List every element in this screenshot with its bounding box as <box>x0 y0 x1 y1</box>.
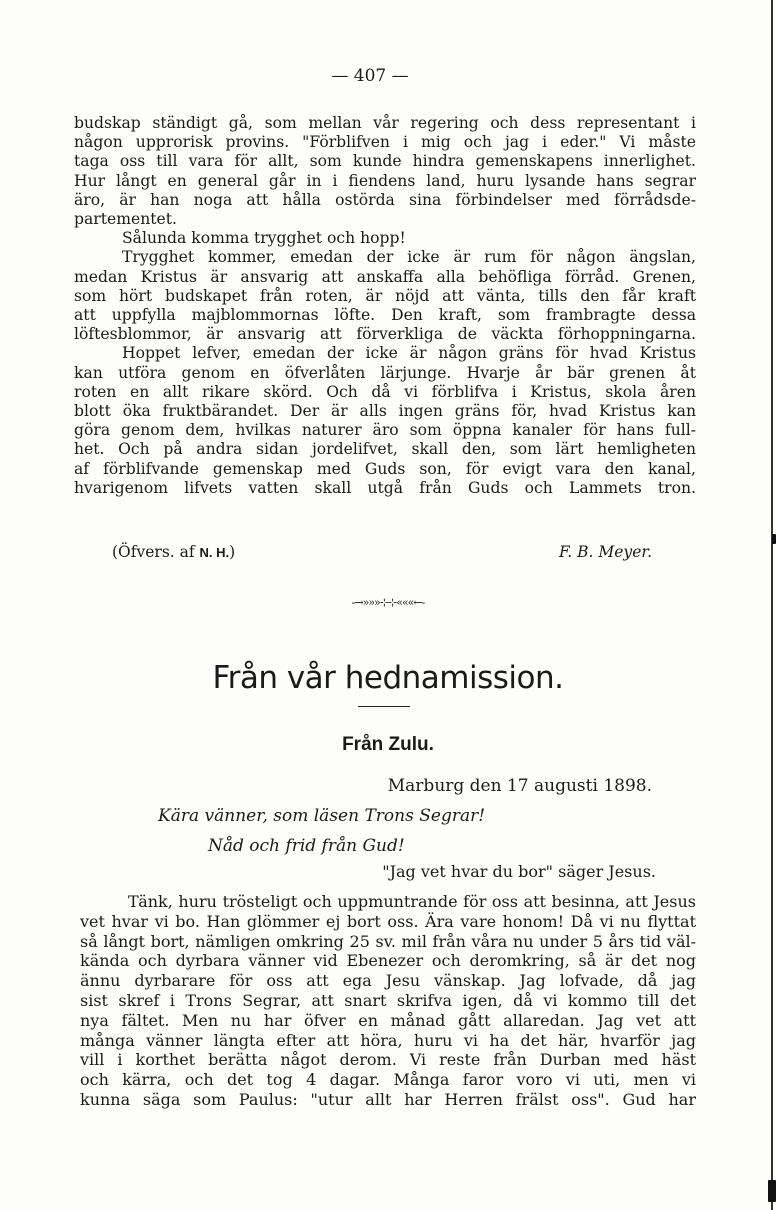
body-line: att uppfylla majblommornas löfte. Den kraft, som frambragte dessa <box>74 306 696 325</box>
letter-dateline: Marburg den 17 augusti 1898. <box>387 776 652 796</box>
body-line: göra genom dem, hvilkas naturer äro som öppna kanaler för hans full- <box>74 421 696 440</box>
body-line: kunna säga som Paulus: "utur allt har Herren frälst oss". Gud har <box>80 1089 696 1109</box>
body-line: sist skref i Trons Segrar, att snart skrifva igen, då vi kommo till det <box>80 990 696 1010</box>
body-line: af förblifvande gemenskap med Guds son, för evigt vara den kanal, <box>74 459 696 478</box>
letter-greeting: Nåd och frid från Gud! <box>208 836 405 856</box>
body-line: kända och dyrbara vänner vid Ebenezer och deromkring, så är det nog <box>80 951 696 971</box>
body-line: het. Och på andra sidan jordelifvet, skall den, som lärt hemligheten <box>74 440 696 459</box>
translator-initials: N. H. <box>199 545 230 560</box>
article-continuation <box>74 114 696 498</box>
scan-margin-mark <box>772 534 776 544</box>
section-ornament: -→»»»⊹⊹«««←- <box>351 596 425 609</box>
author-name: F. B. Meyer. <box>558 543 652 561</box>
body-line: blott öka fruktbärandet. Der är alls ingen gräns för, hvad Kristus kan <box>74 402 696 421</box>
body-line: roten en allt rikare skörd. Och då vi förblifva i Kristus, skola åren <box>74 382 696 401</box>
body-line: Tänk, huru trösteligt och uppmuntrande för oss att besinna, att Jesus <box>128 892 696 911</box>
body-line: många vänner längta efter att höra, huru vi ha det här, hvarför jag <box>80 1030 696 1050</box>
letter-body <box>80 892 696 1110</box>
letter-salutation: Kära vänner, som läsen Trons Segrar! <box>158 806 486 826</box>
body-line: och kärra, och det tog 4 dagar. Många faror voro vi uti, men vi <box>80 1070 696 1090</box>
body-line: budskap ständigt gå, som mellan vår regering och dess representant i <box>74 114 696 132</box>
body-line: Hoppet lefver, emedan der icke är någon gräns för hvad Kristus <box>122 344 696 363</box>
body-line: kan utföra genom en öfverlåten lärjunge. Hvarje år bär grenen åt <box>74 363 696 382</box>
translation-credit <box>112 543 235 561</box>
section-subheading: Från Zulu. <box>342 734 434 755</box>
body-line: vill i korthet berätta något derom. Vi reste från Durban med häst <box>80 1050 696 1070</box>
body-line: så långt bort, nämligen omkring 25 sv. mil från våra nu under 5 års tid väl- <box>80 931 696 951</box>
page-number: — 407 — <box>331 66 409 86</box>
credit-suffix: ) <box>229 543 236 561</box>
body-line: taga oss till vara för allt, som kunde hindra gemenskapens innerlighet. <box>74 152 696 171</box>
section-heading: Från vår hednamission. <box>212 660 564 696</box>
article-signature <box>112 543 652 563</box>
body-line: medan Kristus är ansvarig att anskaffa alla behöfliga förråd. Grenen, <box>74 267 696 286</box>
heading-underline <box>358 706 410 707</box>
body-line: Hur långt en general går in i fiendens land, huru lysande hans segrar <box>74 171 696 190</box>
letter-epigraph: "Jag vet hvar du bor" säger Jesus. <box>382 862 656 881</box>
body-line: ännu dyrbarare för oss att ega Jesu vänskap. Jag lofvade, då jag <box>80 971 696 991</box>
body-line: löftesblommor, är ansvarig att förverkliga de väckta förhoppningarna. <box>74 325 696 344</box>
body-line: som hört budskapet från roten, är nöjd att vänta, tills den får kraft <box>74 286 696 305</box>
body-line: Trygghet kommer, emedan der icke är rum för någon ängslan, <box>122 248 696 267</box>
body-line: Sålunda komma trygghet och hopp! <box>122 229 406 248</box>
body-line: någon upprorisk provins. "Förblifven i mig och jag i eder." Vi måste <box>74 133 696 152</box>
scan-margin-mark <box>768 1180 776 1202</box>
body-line: hvarigenom lifvets vatten skall utgå från Guds och Lammets tron. <box>74 478 696 497</box>
body-line: vet hvar vi bo. Han glömmer ej bort oss. Ära vare honom! Då vi nu flyttat <box>80 911 696 931</box>
credit-prefix: (Öfvers. af <box>112 543 200 561</box>
body-line: nya fältet. Men nu har öfver en månad gått allaredan. Jag vet att <box>80 1010 696 1030</box>
body-line: äro, är han noga att hålla ostörda sina förbindelser med förrådsde- <box>74 190 696 209</box>
body-line: partementet. <box>74 210 178 229</box>
